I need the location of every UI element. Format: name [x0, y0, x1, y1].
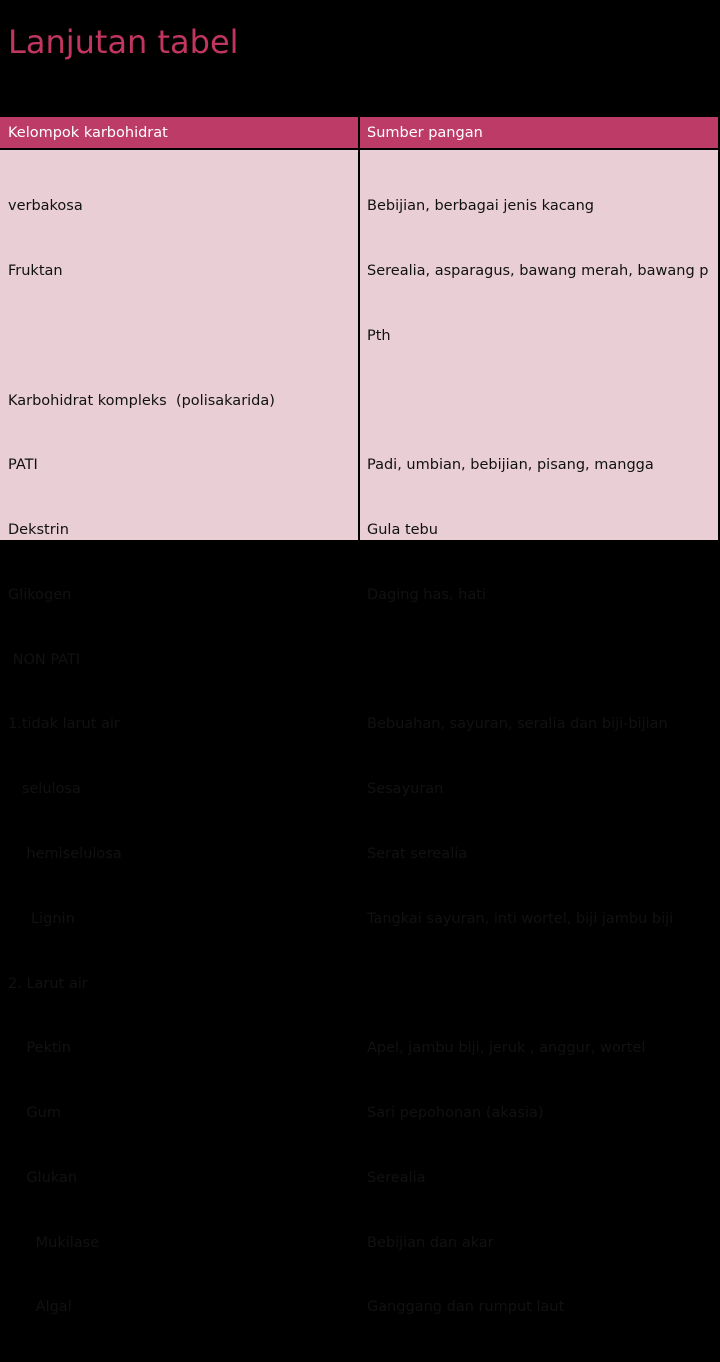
header-kelompok-karbohidrat: Kelompok karbohidrat: [0, 117, 358, 148]
col1-line: Lignin: [8, 910, 75, 927]
col2-line: Serat serealia: [367, 846, 468, 862]
col1-spacer: [8, 326, 358, 348]
col1-line: selulosa: [8, 781, 81, 798]
col1-line: Gum: [8, 1105, 61, 1122]
col1-line: hemiselulosa: [8, 846, 122, 862]
col1-line: NON PATI: [8, 651, 81, 668]
col2-line: Daging has, hati: [367, 586, 486, 603]
col1-line: verbakosa: [8, 198, 83, 215]
col1-line: Mukilase: [8, 1234, 100, 1251]
col2-line: Serealia, asparagus, bawang merah, bawang p: [367, 262, 709, 279]
col1-line: Fruktan: [8, 262, 63, 279]
col2-spacer: [367, 650, 718, 672]
col2-line: Ganggang dan rumput laut: [367, 1299, 565, 1316]
col2-line: Gula tebu: [367, 522, 438, 539]
col2-line: Bebuahan, sayuran, seralia dan biji-bijian: [367, 716, 668, 733]
col1-line: Algal: [8, 1299, 72, 1316]
col1-line: 2. Larut air: [8, 975, 88, 992]
header-sumber-pangan: Sumber pangan: [360, 117, 718, 148]
col2-line: Sesayuran: [367, 781, 444, 798]
col2-line: Serealia: [367, 1169, 426, 1186]
col1-line: Glikogen: [8, 586, 72, 603]
col1-line: Glukan: [8, 1169, 78, 1186]
col2-line: Bebijian, berbagai jenis kacang: [367, 198, 594, 215]
col2-line: Padi, umbian, bebijian, pisang, mangga: [367, 457, 654, 474]
col2-spacer: [367, 391, 718, 413]
col2-line: Sari pepohonan (akasia): [367, 1105, 544, 1122]
carbohydrate-table: [0, 117, 720, 1316]
col2-line: Apel, jambu biji, jeruk , anggur, wortel: [367, 1040, 646, 1057]
col1-line: PATI: [8, 457, 38, 474]
col1-line: 1.tidak larut air: [8, 716, 120, 733]
col1-line: Dekstrin: [8, 522, 69, 539]
col2-line: Pth: [367, 327, 391, 344]
col2-line: Tangkai sayuran, inti wortel, biji jambu biji: [367, 910, 674, 927]
column-sumber-pangan: [360, 150, 718, 1316]
col1-line: Karbohidrat kompleks (polisakarida): [8, 392, 275, 409]
slide-title: Lanjutan tabel: [8, 23, 239, 61]
col2-spacer: [367, 974, 718, 996]
col1-line: Pektin: [8, 1040, 71, 1057]
col2-line: Bebijian dan akar: [367, 1234, 494, 1251]
column-kelompok-karbohidrat: [0, 150, 358, 1316]
